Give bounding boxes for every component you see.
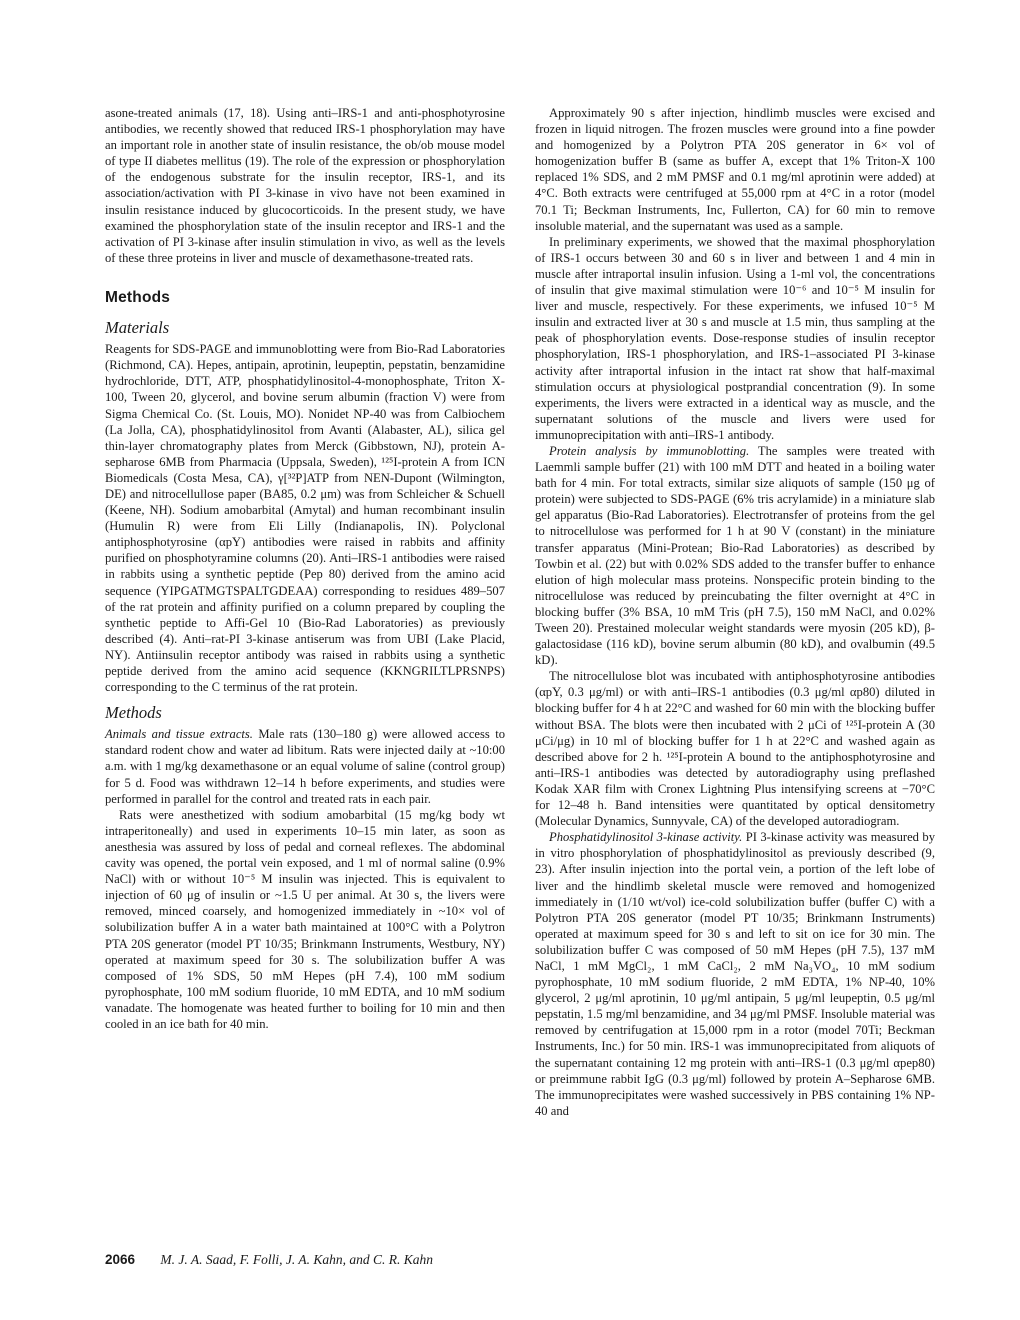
section-heading-methods: Methods (105, 288, 171, 306)
pi3k-paragraph (535, 829, 935, 1119)
left-column (105, 105, 505, 1032)
running-authors: M. J. A. Saad, F. Folli, J. A. Kahn, and C. R. Kahn (160, 1252, 434, 1267)
protein-paragraph (535, 443, 935, 668)
animals-paragraph (105, 726, 505, 806)
page-footer (105, 1252, 433, 1268)
subsection-heading-methods: Methods (105, 703, 162, 723)
preliminary-paragraph: In preliminary experiments, we showed that the maximal phosphorylation of IRS-1 occurs between 30 and 60 s in liver and between 1 and 4 min in muscle after intraportal insulin infusion. Using a 1-ml vol, the concentrations of insulin that give maximal stimulation were 10⁻⁶ and 10⁻⁵ M insulin for liver and muscle, respectively. For these experiments, we infused 10⁻⁵ M insulin and extracted liver at 30 s and muscle at 1.5 min, thus sampling at the peak of phosphorylation events. Dose-response studies of insulin receptor phosphorylation, IRS-1 phosphorylation, and IRS-1–associated PI 3-kinase activity after intraportal infusion in the intact rat show that half-maximal stimulation occurs at physiological postprandial concentration (9). In some experiments, the livers were extracted in a identical way as muscle, and the supernatant solutions of the muscle and livers were used for immunoprecipitation with anti–IRS-1 antibody. (535, 234, 935, 442)
animals-text: Male rats (130–180 g) were allowed access to standard rodent chow and water ad libitum. Rats were injected daily at ~10:00 a.m. with 1 mg/kg dexamethasone or an equal volume of saline (control group) for 5 d. Food was withdrawn 12–14 h before experiments, and studies were performed in parallel for the control and treated rats in each pair. (105, 727, 505, 806)
protein-runin-heading: Protein analysis by immunoblotting. (549, 443, 750, 458)
pi3k-runin-heading: Phosphatidylinositol 3-kinase activity. (549, 830, 743, 845)
intro-paragraph: asone-treated animals (17, 18). Using anti–IRS-1 and anti-phosphotyrosine antibodies, we recently showed that reduced IRS-1 phosphorylation may have an important role in another state of insulin resistance, the ob/ob mouse model of type II diabetes mellitus (19). The role of the expression or phosphorylation of the endogenous substrate for the insulin receptor, IRS-1, and its association/activation with PI 3-kinase in vivo have not been examined in insulin resistance induced by glucocorticoids. In the present study, we have examined the phosphorylation state of the insulin receptor and IRS-1 and the activation of PI 3-kinase after insulin stimulation in vivo, as well as the levels of these three proteins in liver and muscle of dexamethasone-treated rats. (105, 106, 505, 265)
muscle-paragraph: Approximately 90 s after injection, hindlimb muscles were excised and frozen in liquid nitrogen. The frozen muscles were ground into a fine powder and homogenized by a Polytron PTA 20S generator in 6× vol of homogenization buffer B (same as buffer A, except that 1% Triton-X 100 replaced 1% SDS, and 2 mM PMSF and 0.1 mg/ml aprotinin were added) at 4°C. Both extracts were centrifuged at 55,000 rpm at 4°C in a rotor (model 70.1 Ti; Beckman Instruments, Inc, Fullerton, CA) for 60 min to remove insoluble material, and the supernatant was used as a sample. (535, 106, 935, 233)
page-number: 2066 (105, 1252, 136, 1267)
right-column (535, 105, 935, 1119)
materials-paragraph: Reagents for SDS-PAGE and immunoblotting were from Bio-Rad Laboratories (Richmond, CA). Hepes, antipain, aprotinin, leupeptin, pepstatin, benzamidine hydrochloride, DTT, ATP, phosphatidylinositol-4-monophosphate, Triton X-100, Tween 20, glycerol, and bovine serum albumin (fraction V) were from Sigma Chemical Co. (St. Louis, MO). Nonidet NP-40 was from Calbiochem (La Jolla, CA), phosphatidylinositol from Avanti (Alabaster, AL), silica gel thin-layer chromatography plates from Merck (Gibbstown, NJ), protein A-sepharose 6MB from Pharmacia (Uppsala, Sweden), ¹²⁵I-protein A from ICN Biomedicals (Costa Mesa, CA), γ[³²P]ATP from NEN-Dupont (Wilmington, DE) and nitrocellullose paper (BA85, 0.2 μm) was from Schleicher & Schuell (Keene, NH). Sodium amobarbital (Amytal) and human recombinant insulin (Humulin R) were from Eli Lilly (Indianapolis, IN). Polyclonal antiphosphotyrosine (αpY) antibodies were raised in rabbits and affinity purified on phosphotyramine columns (20). Anti–IRS-1 antibodies were raised in rabbits using a synthetic peptide (Pep 80) derived from the amino acid sequence (YIPGATMGTSPALTGDEAA) corresponding to residues 489–507 of the rat protein and affinity purified on a column prepared by coupling the synthetic peptide to Affi-Gel 10 (Bio-Rad Laboratories) as previously described (4). Anti–rat-PI 3-kinase antiserum was from UBI (Lake Placid, NY). Antiinsulin receptor antibody was raised in rabbits using a synthetic peptide derived from the amino acid sequence (KKNGRILTLPRSNPS) corresponding to the C terminus of the rat protein. (105, 342, 505, 695)
animals-runin-heading: Animals and tissue extracts. (105, 727, 253, 742)
subsection-heading-materials: Materials (105, 318, 170, 338)
pi3k-text: PI 3-kinase activity was measured by in vitro phosphorylation of phosphatidylinositol as previously described (9, 23). After insulin injection into the portal vein, a portion of the left lobe of liver and the hindlimb skeletal muscle were removed and homogenized immediately in (1/10 wt/vol) ice-cold solubilization buffer (buffer C) with a Polytron PTA 20S generator (model PT 10/35; Brinkmann Instruments) operated at maximum speed for 30 s and left to sit on ice for 30 min. The solubilization buffer C was composed of 50 mM Hepes (pH 7.5), 137 mM NaCl, 1 mM MgCl₂, 1 mM CaCl₂, 2 mM Na₃VO₄, 10 mM sodium pyrophosphate, 10 mM sodium fluoride, 2 mM EDTA, 1% NP-40, 10% glycerol, 2 μg/ml aprotinin, 10 μg/ml antipain, 5 μg/ml leupeptin, 0.5 μg/ml pepstatin, 1.5 mg/ml benzamidine, and 34 μg/ml PMSF. Insoluble material was removed by centrifugation at 15,000 rpm in a rotor (model 70Ti; Beckman Instruments, Inc.) for 50 min. IRS-1 was immunoprecipitated from aliquots of the supernatant containing 12 mg protein with anti–IRS-1 (0.3 μg/ml αpep80) or preimmune rabbit IgG (0.3 μg/ml) followed by protein A–Sepharose 6MB. The immunoprecipitates were washed successively in PBS containing 1% NP-40 and (535, 830, 935, 1118)
anesthetized-paragraph: Rats were anesthetized with sodium amobarbital (15 mg/kg body wt intraperitoneally) and used in experiments 10–15 min later, as soon as anesthesia was assured by loss of pedal and corneal reflexes. The abdominal cavity was opened, the portal vein exposed, and 1 ml of normal saline (0.9% NaCl) with or without 10⁻⁵ M insulin was injected. This is equivalent to injection of 60 μg of insulin or ~1.5 U per animal. At 30 s, the livers were removed, minced coarsely, and homogenized immediately in ~10× vol of solubilization buffer A in a water bath maintained at 100°C with a Polytron PTA 20S generator (model PT 10/35; Brinkmann Instruments, Westbury, NY) operated at maximum speed for 30 s. The solubilization buffer A was composed of 1% SDS, 50 mM Hepes (pH 7.4), 100 mM sodium pyrophosphate, 100 mM sodium fluoride, 10 mM EDTA, and 10 mM sodium vanadate. The homogenate was heated further to boiling for 10 min and then cooled in an ice bath for 40 min. (105, 807, 505, 1031)
nitrocellulose-paragraph: The nitrocellulose blot was incubated with antiphosphotyrosine antibodies (αpY, 0.3 μg/ml) or with anti–IRS-1 antibodies (0.3 μg/ml αp80) diluted in blocking buffer for 4 h at 22°C and washed for 60 min with the blocking buffer without BSA. The blots were then incubated with 2 μCi of ¹²⁵I-protein A (30 μCi/μg) in 10 ml of blocking buffer for 1 h at 22°C and washed again as described above for 2 h. ¹²⁵I-protein A bound to the antiphosphotyrosine and anti–IRS-1 antibodies was detected by autoradiography using preflashed Kodak XAR film with Cronex Lightning Plus intensifying screens at −70°C for 12–48 h. Band intensities were quantitated by optical densitometry (Molecular Dynamics, Sunnyvale, CA) of the developed autoradiogram. (535, 669, 935, 829)
protein-text: The samples were treated with Laemmli sample buffer (21) with 100 mM DTT and heated in a boiling water bath for 4 min. For total extracts, similar size aliquots of sample (150 μg of protein) were subjected to SDS-PAGE (6% tris acrylamide) in a miniature slab gel apparatus (Bio-Rad Laboratories). Electrotransfer of proteins from the gel to nitrocellulose was performed for 1 h at 90 V (constant) in the miniature transfer apparatus (Mini-Protean; Bio-Rad Laboratories) as described by Towbin et al. (22) but with 0.02% SDS added to the transfer buffer to enhance elution of high molecular mass proteins. Nonspecific protein binding to the nitrocellulose was reduced by preincubating the filter overnight at 4°C in blocking buffer (3% BSA, 10 mM Tris (pH 7.5), 150 mM NaCl, and 0.02% Tween 20). Prestained molecular weight standards were myosin (205 kD), β-galactosidase (116 kD), bovine serum albumin (80 kD), and ovalbumin (49.5 kD). (535, 443, 935, 668)
